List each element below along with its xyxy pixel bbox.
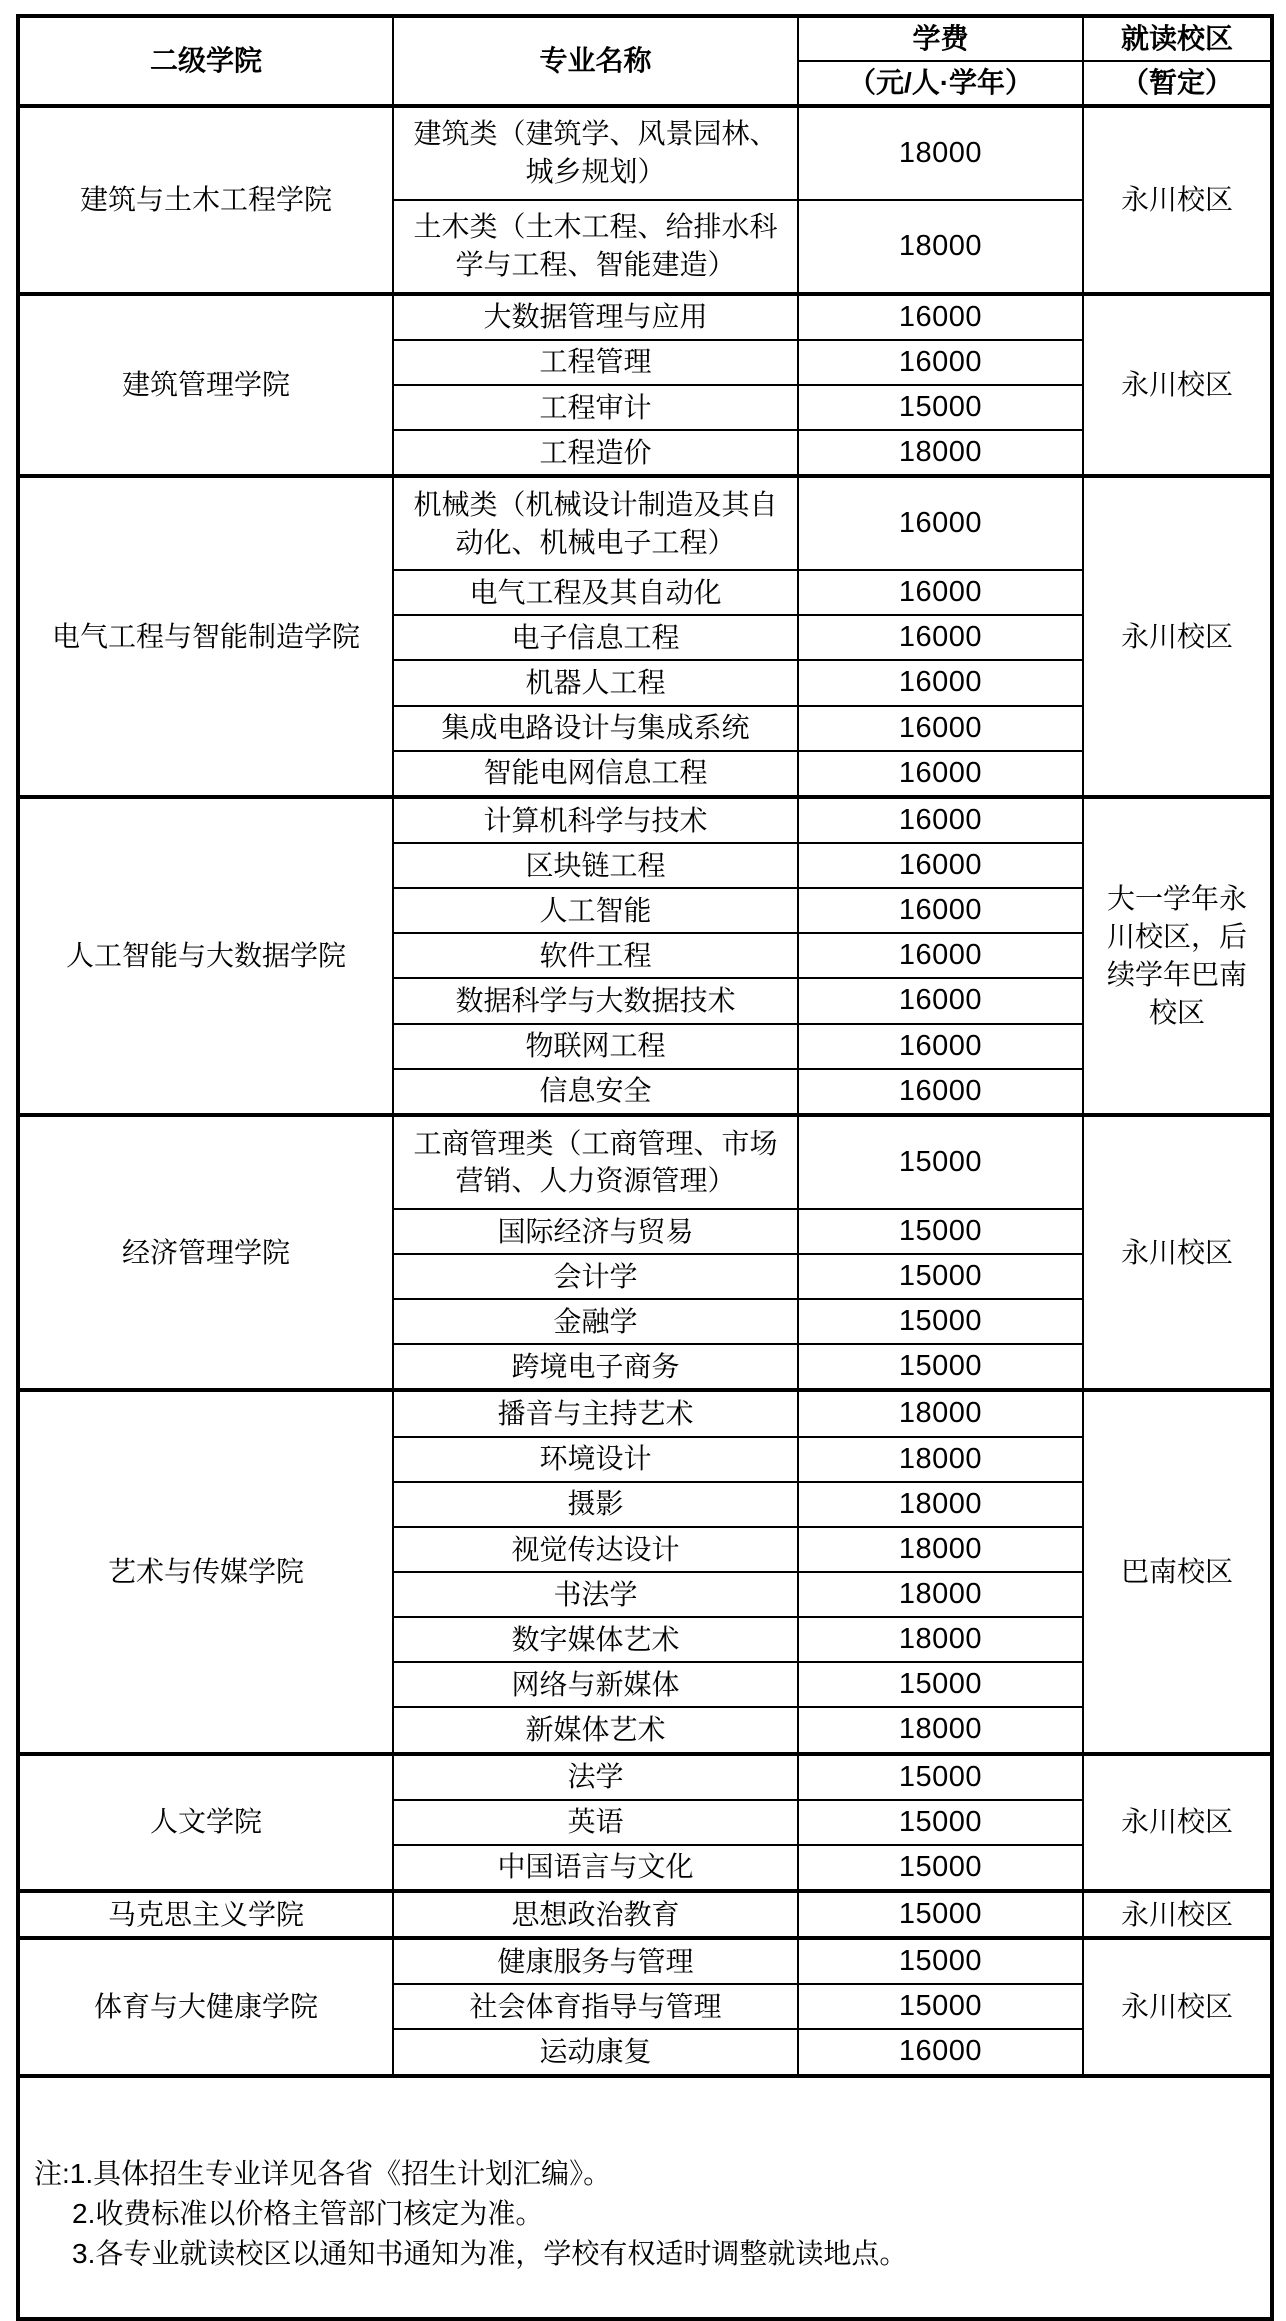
table-row — [18, 1938, 1272, 1984]
note-line-1: 注:1.具体招生专业详见各省《招生计划汇编》。 — [34, 2157, 612, 2189]
major-cell: 中国语言与文化 — [393, 1845, 798, 1891]
college-cell: 电气工程与智能制造学院 — [18, 476, 393, 797]
major-cell: 工程审计 — [393, 385, 798, 430]
college-cell: 体育与大健康学院 — [18, 1938, 393, 2075]
major-cell: 智能电网信息工程 — [393, 751, 798, 797]
fee-cell: 18000 — [798, 200, 1083, 294]
header-campus-note: （暂定） — [1083, 61, 1272, 106]
major-cell: 土木类（土木工程、给排水科学与工程、智能建造） — [393, 200, 798, 294]
major-cell: 机械类（机械设计制造及其自动化、机械电子工程） — [393, 476, 798, 570]
major-cell: 区块链工程 — [393, 843, 798, 888]
major-cell: 网络与新媒体 — [393, 1662, 798, 1707]
table-row — [18, 476, 1272, 570]
header-major: 专业名称 — [393, 16, 798, 106]
table-header-row-1 — [18, 16, 1272, 61]
major-cell: 法学 — [393, 1754, 798, 1800]
header-college: 二级学院 — [18, 16, 393, 106]
major-cell: 英语 — [393, 1800, 798, 1845]
header-fee-title: 学费 — [798, 16, 1083, 61]
major-cell: 建筑类（建筑学、风景园林、城乡规划） — [393, 106, 798, 200]
major-cell: 物联网工程 — [393, 1024, 798, 1069]
fee-cell: 16000 — [798, 1024, 1083, 1069]
major-cell: 大数据管理与应用 — [393, 294, 798, 340]
fee-cell: 16000 — [798, 797, 1083, 843]
fee-cell: 15000 — [798, 1891, 1083, 1938]
fee-cell: 15000 — [798, 1344, 1083, 1390]
major-cell: 工商管理类（工商管理、市场营销、人力资源管理） — [393, 1115, 798, 1209]
fee-cell: 15000 — [798, 1209, 1083, 1254]
fee-cell: 16000 — [798, 615, 1083, 660]
fee-cell: 15000 — [798, 1115, 1083, 1209]
table-row — [18, 1891, 1272, 1938]
major-cell: 运动康复 — [393, 2029, 798, 2075]
header-campus-title: 就读校区 — [1083, 16, 1272, 61]
campus-cell: 永川校区 — [1083, 106, 1272, 294]
fee-cell: 15000 — [798, 1662, 1083, 1707]
major-cell: 数字媒体艺术 — [393, 1617, 798, 1662]
major-cell: 数据科学与大数据技术 — [393, 978, 798, 1023]
campus-cell: 永川校区 — [1083, 1115, 1272, 1391]
major-cell: 跨境电子商务 — [393, 1344, 798, 1390]
fee-cell: 16000 — [798, 2029, 1083, 2075]
major-cell: 播音与主持艺术 — [393, 1390, 798, 1436]
notes-cell — [18, 2076, 1272, 2319]
table-row — [18, 1390, 1272, 1436]
fee-cell: 15000 — [798, 385, 1083, 430]
fee-cell: 16000 — [798, 570, 1083, 615]
table-row — [18, 797, 1272, 843]
fee-cell: 18000 — [798, 1572, 1083, 1617]
header-fee-unit: （元/人·学年） — [798, 61, 1083, 106]
table-row — [18, 1115, 1272, 1209]
fee-cell: 18000 — [798, 106, 1083, 200]
college-cell: 人文学院 — [18, 1754, 393, 1891]
fee-cell: 16000 — [798, 843, 1083, 888]
college-cell: 建筑管理学院 — [18, 294, 393, 477]
major-cell: 工程管理 — [393, 340, 798, 385]
major-cell: 国际经济与贸易 — [393, 1209, 798, 1254]
major-cell: 集成电路设计与集成系统 — [393, 706, 798, 751]
fee-cell: 15000 — [798, 1800, 1083, 1845]
major-cell: 社会体育指导与管理 — [393, 1984, 798, 2029]
major-cell: 工程造价 — [393, 430, 798, 476]
college-cell: 艺术与传媒学院 — [18, 1390, 393, 1753]
fee-cell: 18000 — [798, 1527, 1083, 1572]
fee-cell: 16000 — [798, 476, 1083, 570]
college-cell: 经济管理学院 — [18, 1115, 393, 1391]
major-cell: 新媒体艺术 — [393, 1707, 798, 1753]
major-cell: 摄影 — [393, 1482, 798, 1527]
college-cell: 建筑与土木工程学院 — [18, 106, 393, 294]
notes-row — [18, 2076, 1272, 2319]
major-cell: 健康服务与管理 — [393, 1938, 798, 1984]
fee-cell: 16000 — [798, 294, 1083, 340]
fee-cell: 16000 — [798, 978, 1083, 1023]
major-cell: 书法学 — [393, 1572, 798, 1617]
fee-cell: 16000 — [798, 888, 1083, 933]
fee-cell: 18000 — [798, 1617, 1083, 1662]
fee-cell: 15000 — [798, 1299, 1083, 1344]
campus-cell: 巴南校区 — [1083, 1390, 1272, 1753]
campus-cell: 永川校区 — [1083, 476, 1272, 797]
major-cell: 电子信息工程 — [393, 615, 798, 660]
fee-cell: 18000 — [798, 1437, 1083, 1482]
major-cell: 信息安全 — [393, 1069, 798, 1115]
fee-cell: 16000 — [798, 706, 1083, 751]
table-row — [18, 1754, 1272, 1800]
note-line-2: 2.收费标准以价格主管部门核定为准。 — [72, 2197, 544, 2229]
major-cell: 金融学 — [393, 1299, 798, 1344]
table-row — [18, 294, 1272, 340]
note-line-3: 3.各专业就读校区以通知书通知为准，学校有权适时调整就读地点。 — [72, 2237, 908, 2269]
fee-cell: 18000 — [798, 430, 1083, 476]
major-cell: 视觉传达设计 — [393, 1527, 798, 1572]
campus-cell: 永川校区 — [1083, 1754, 1272, 1891]
college-cell: 人工智能与大数据学院 — [18, 797, 393, 1115]
tuition-fee-table — [16, 14, 1274, 2321]
fee-cell: 16000 — [798, 933, 1083, 978]
major-cell: 电气工程及其自动化 — [393, 570, 798, 615]
fee-cell: 15000 — [798, 1754, 1083, 1800]
fee-cell: 15000 — [798, 1984, 1083, 2029]
campus-cell: 永川校区 — [1083, 294, 1272, 477]
fee-cell: 15000 — [798, 1938, 1083, 1984]
fee-cell: 16000 — [798, 340, 1083, 385]
fee-cell: 15000 — [798, 1845, 1083, 1891]
major-cell: 思想政治教育 — [393, 1891, 798, 1938]
major-cell: 计算机科学与技术 — [393, 797, 798, 843]
campus-cell: 永川校区 — [1083, 1891, 1272, 1938]
table-row — [18, 106, 1272, 200]
fee-cell: 16000 — [798, 751, 1083, 797]
fee-cell: 18000 — [798, 1482, 1083, 1527]
major-cell: 会计学 — [393, 1254, 798, 1299]
major-cell: 软件工程 — [393, 933, 798, 978]
major-cell: 环境设计 — [393, 1437, 798, 1482]
campus-cell: 永川校区 — [1083, 1938, 1272, 2075]
fee-cell: 18000 — [798, 1390, 1083, 1436]
fee-cell: 16000 — [798, 1069, 1083, 1115]
major-cell: 人工智能 — [393, 888, 798, 933]
campus-cell: 大一学年永川校区，后续学年巴南校区 — [1083, 797, 1272, 1115]
fee-cell: 15000 — [798, 1254, 1083, 1299]
major-cell: 机器人工程 — [393, 660, 798, 705]
fee-cell: 18000 — [798, 1707, 1083, 1753]
college-cell: 马克思主义学院 — [18, 1891, 393, 1938]
fee-cell: 16000 — [798, 660, 1083, 705]
